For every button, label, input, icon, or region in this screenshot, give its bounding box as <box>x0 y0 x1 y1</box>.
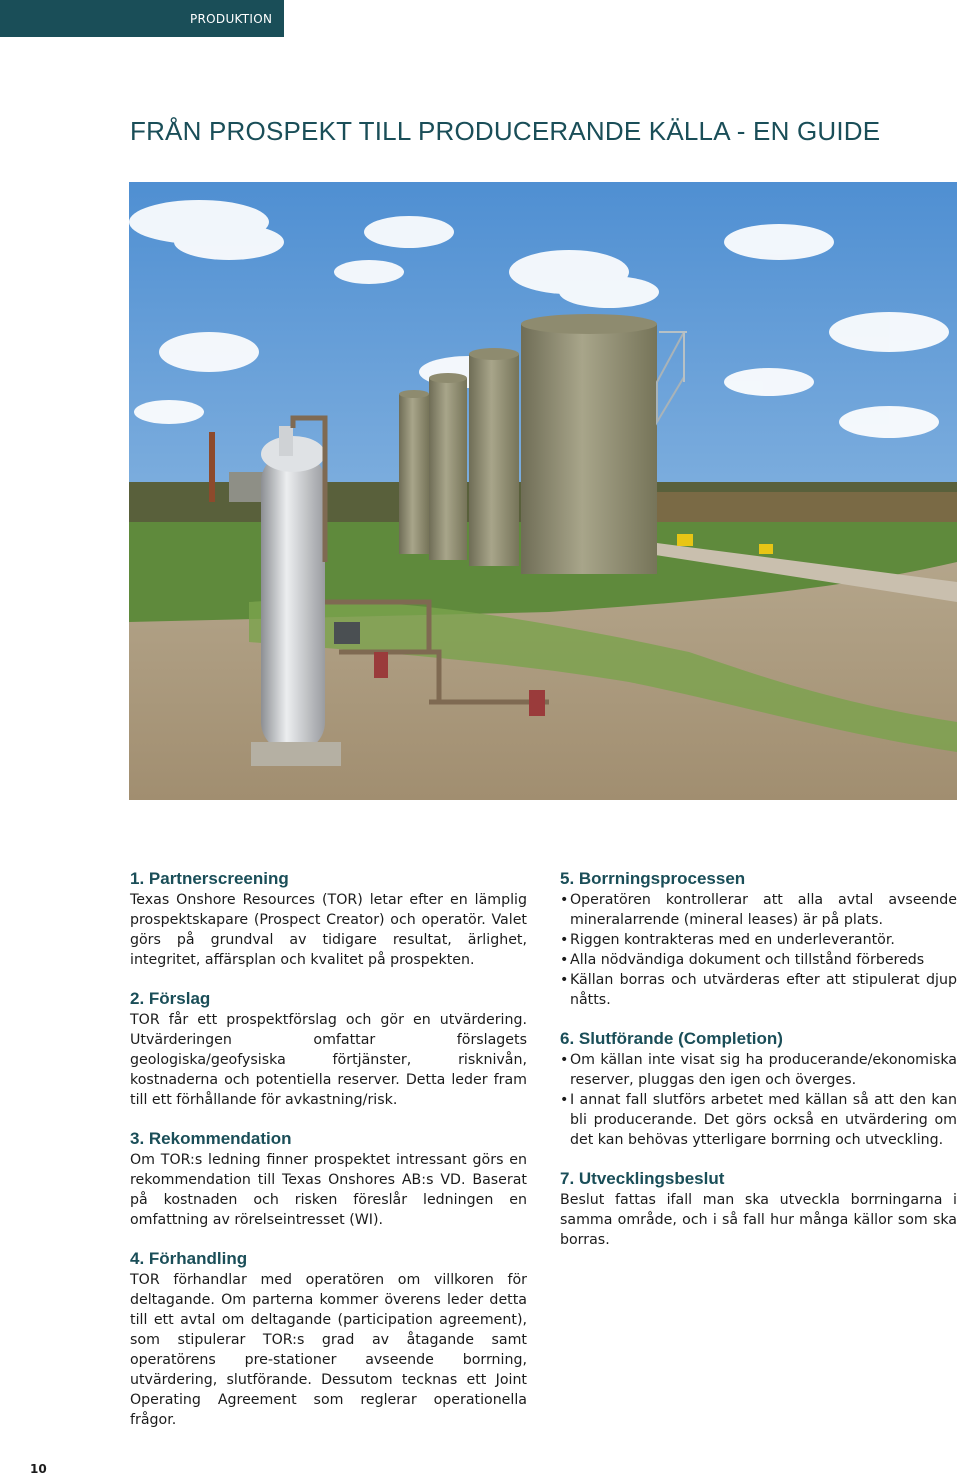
page-title: FRÅN PROSPEKT TILL PRODUCERANDE KÄLLA - EN GUIDE <box>130 116 881 146</box>
section-heading: 4. Förhandling <box>130 1249 248 1268</box>
section-body: Om TOR:s ledning finner prospektet intressant görs en rekommendation till Texas Onshores AB:s VD. Baserat på kostnaden och risken föreslår ledningen en omfattning av rörelseintresset (WI). <box>130 1152 527 1228</box>
section-body: TOR får ett prospektförslag och gör en utvärdering. Utvärderingen omfattar förslagets geologiska/geofysiska förtjänster, risknivån, kostnaderna och potentiella reserver. Detta leder fram till ett förhållande för avkastning/risk. <box>130 1012 527 1108</box>
left-column <box>130 868 527 1448</box>
bullet-item: • Riggen kontrakteras med en underleverantör. <box>560 930 957 950</box>
bullet-item: • Alla nödvändiga dokument och tillstånd förbereds <box>560 950 957 970</box>
section-heading: 6. Slutförande (Completion) <box>560 1029 783 1048</box>
section-body: TOR förhandlar med operatören om villkoren för deltagande. Om parterna kommer överens leder detta till ett avtal om deltagande (participation agreement), som stipulerar TOR:s grad av åtagande samt operatörens pre-stationer avseende borrning, utvärdering, slutförande. Dessutom tecknas ett Joint Operating Agreement som reglerar operationella frågor. <box>130 1272 527 1428</box>
section-tag <box>0 0 284 37</box>
section-borrningsprocessen <box>560 868 957 1010</box>
bullet-item: • Om källan inte visat sig ha producerande/ekonomiska reserver, pluggas den igen och överges. <box>560 1050 957 1090</box>
page-number: 10 <box>30 1462 47 1476</box>
bullet-list <box>560 890 957 1010</box>
bullet-list <box>560 1050 957 1150</box>
section-tag-label: PRODUKTION <box>190 11 273 26</box>
bullet-item: • Källan borras och utvärderas efter att stipulerat djup nåtts. <box>560 970 957 1010</box>
section-heading: 7. Utvecklingsbeslut <box>560 1169 725 1188</box>
section-rekommendation <box>130 1128 527 1230</box>
section-body: Texas Onshore Resources (TOR) letar efter en lämplig prospektskapare (Prospect Creator) och operatör. Valet görs på grundval av tidigare resultat, ärlighet, integritet, affärsplan och kvalitet på prospekten. <box>130 892 527 968</box>
section-heading: 1. Partnerscreening <box>130 869 289 888</box>
bullet-item: • Operatören kontrollerar att alla avtal avseende mineralarrende (mineral leases) är på plats. <box>560 890 957 930</box>
section-forhandling <box>130 1248 527 1430</box>
section-forslag <box>130 988 527 1110</box>
oilfield-illustration <box>129 182 957 800</box>
section-heading: 3. Rekommendation <box>130 1129 292 1148</box>
section-body: Beslut fattas ifall man ska utveckla borrningarna i samma område, och i så fall hur många källor som ska borras. <box>560 1192 957 1248</box>
section-slutforande <box>560 1028 957 1150</box>
section-heading: 5. Borrningsprocessen <box>560 869 746 888</box>
oilfield-photo <box>129 182 957 800</box>
section-utvecklingsbeslut <box>560 1168 957 1250</box>
section-heading: 2. Förslag <box>130 989 211 1008</box>
bullet-item: • I annat fall slutförs arbetet med källan så att den kan bli producerande. Det görs också en utvärdering om det kan behövas ytterligare borrning och utveckling. <box>560 1090 957 1150</box>
section-partnerscreening <box>130 868 527 970</box>
right-column <box>560 868 957 1268</box>
